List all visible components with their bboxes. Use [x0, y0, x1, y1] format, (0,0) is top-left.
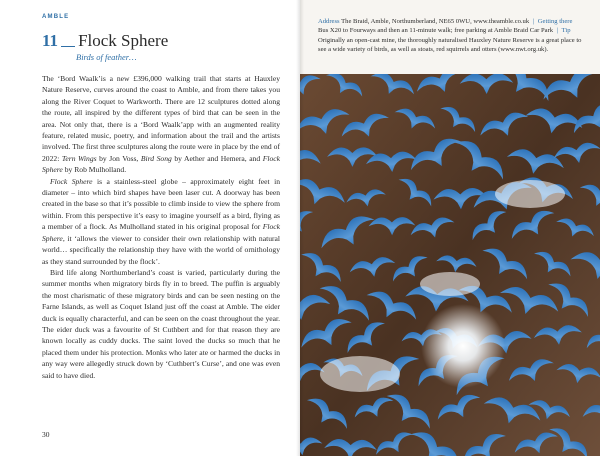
entry-title: Flock Sphere [78, 31, 169, 50]
address-text: The Braid, Amble, Northumberland, NE65 0WU, www.theamble.co.uk [341, 18, 530, 25]
entry-header [42, 31, 282, 62]
flock-sphere-photo [300, 74, 600, 456]
body-text [42, 73, 280, 381]
text-run: , it ‘allows the viewer to consider their own relationship with natural world… specifically the relationship they have with the world of ornithology as they stand surrounded by the flock’. [42, 233, 280, 266]
entry-number: 11 [42, 31, 59, 50]
entry-subtitle: Birds of feather… [76, 52, 137, 62]
separator: | [556, 27, 559, 35]
text-run: by Rob Mulholland. [62, 165, 127, 175]
page-number: 30 [42, 430, 50, 439]
address-label: Address [318, 18, 340, 25]
info-box [318, 17, 582, 55]
flock-sphere-image [300, 74, 600, 456]
italic-run: Flock Sphere [42, 222, 280, 243]
book-gutter [296, 0, 304, 456]
text-run: by Jon Voss, [96, 153, 141, 163]
text-run: The ‘Bord Waalk’is a new £396,000 walking trail that starts at Hauxley Nature Reserve, curves around the coast to Amble, and from there takes you along the River Coquet to Warkworth. There are 12 sculptures dotted along the route, all inspired by the different types of bird that can be seen in the area. Not only that, there is a ‘Bord Waalk’app with an augmented reality feature, related music, poetry, and information about the trail and the artists involved. The first three sculptures along the route were in place by the end of 2022: [42, 74, 280, 163]
italic-run: Flock Sphere [42, 153, 280, 175]
getting-there-text: Bus X20 to Fourways and then an 11-minute walk; free parking at Amble Braid Car Park [318, 27, 554, 35]
body-paragraph [42, 73, 280, 176]
tip-text: Originally an open-cast mine, the thoroughly naturalised Hauxley Nature Reserve is a great place to see a wide variety of birds, as well as stoats, red squirrels and otters (www.nwt.org.uk). [318, 36, 582, 54]
text-run: by Aether and Hemera, and [171, 153, 263, 163]
entry-number-rule [61, 46, 75, 47]
tip-label: Tip [561, 27, 571, 35]
italic-run: Tern Wings [61, 153, 97, 163]
body-paragraph [42, 176, 280, 267]
italic-run: Flock Sphere [50, 176, 93, 186]
getting-there-label: Getting there [537, 18, 573, 25]
body-paragraph [42, 267, 280, 381]
text-run: is a stainless-steel globe – approximately eight feet in diameter – into which bird shapes have been laser cut. A doorway has been created in the base so that it’s possible to climb inside to view the sphere from within. From this perspective it’s easy to imagine yourself as a bird, flying as a member of a flock. As Mulholland stated in his original proposal for [42, 176, 280, 232]
text-run: Bird life along Northumberland’s coast is varied, particularly during the summer months when migratory birds fly in to breed. The puffin is arguably the most charismatic of these migratory birds and can be seen nesting on the Farne Islands, as well as Coquet Island just off the coast at Amble. The eider duck is equally characterful, and can be seen on the coast throughout the year. The eider duck was a favourite of St Cuthbert and for that reason they are known locally as cuddy ducks. The saint loved the ducks so much that he placed them under his protection. Monks who later ate or harmed the ducks in any way were allegedly struck down by ‘Cuthbert’s Curse’, and one was even said to have died. [42, 267, 280, 380]
separator: | [532, 18, 535, 25]
italic-run: Bird Song [140, 153, 172, 163]
sun-glare [421, 304, 505, 388]
running-head: AMBLE [42, 14, 70, 20]
